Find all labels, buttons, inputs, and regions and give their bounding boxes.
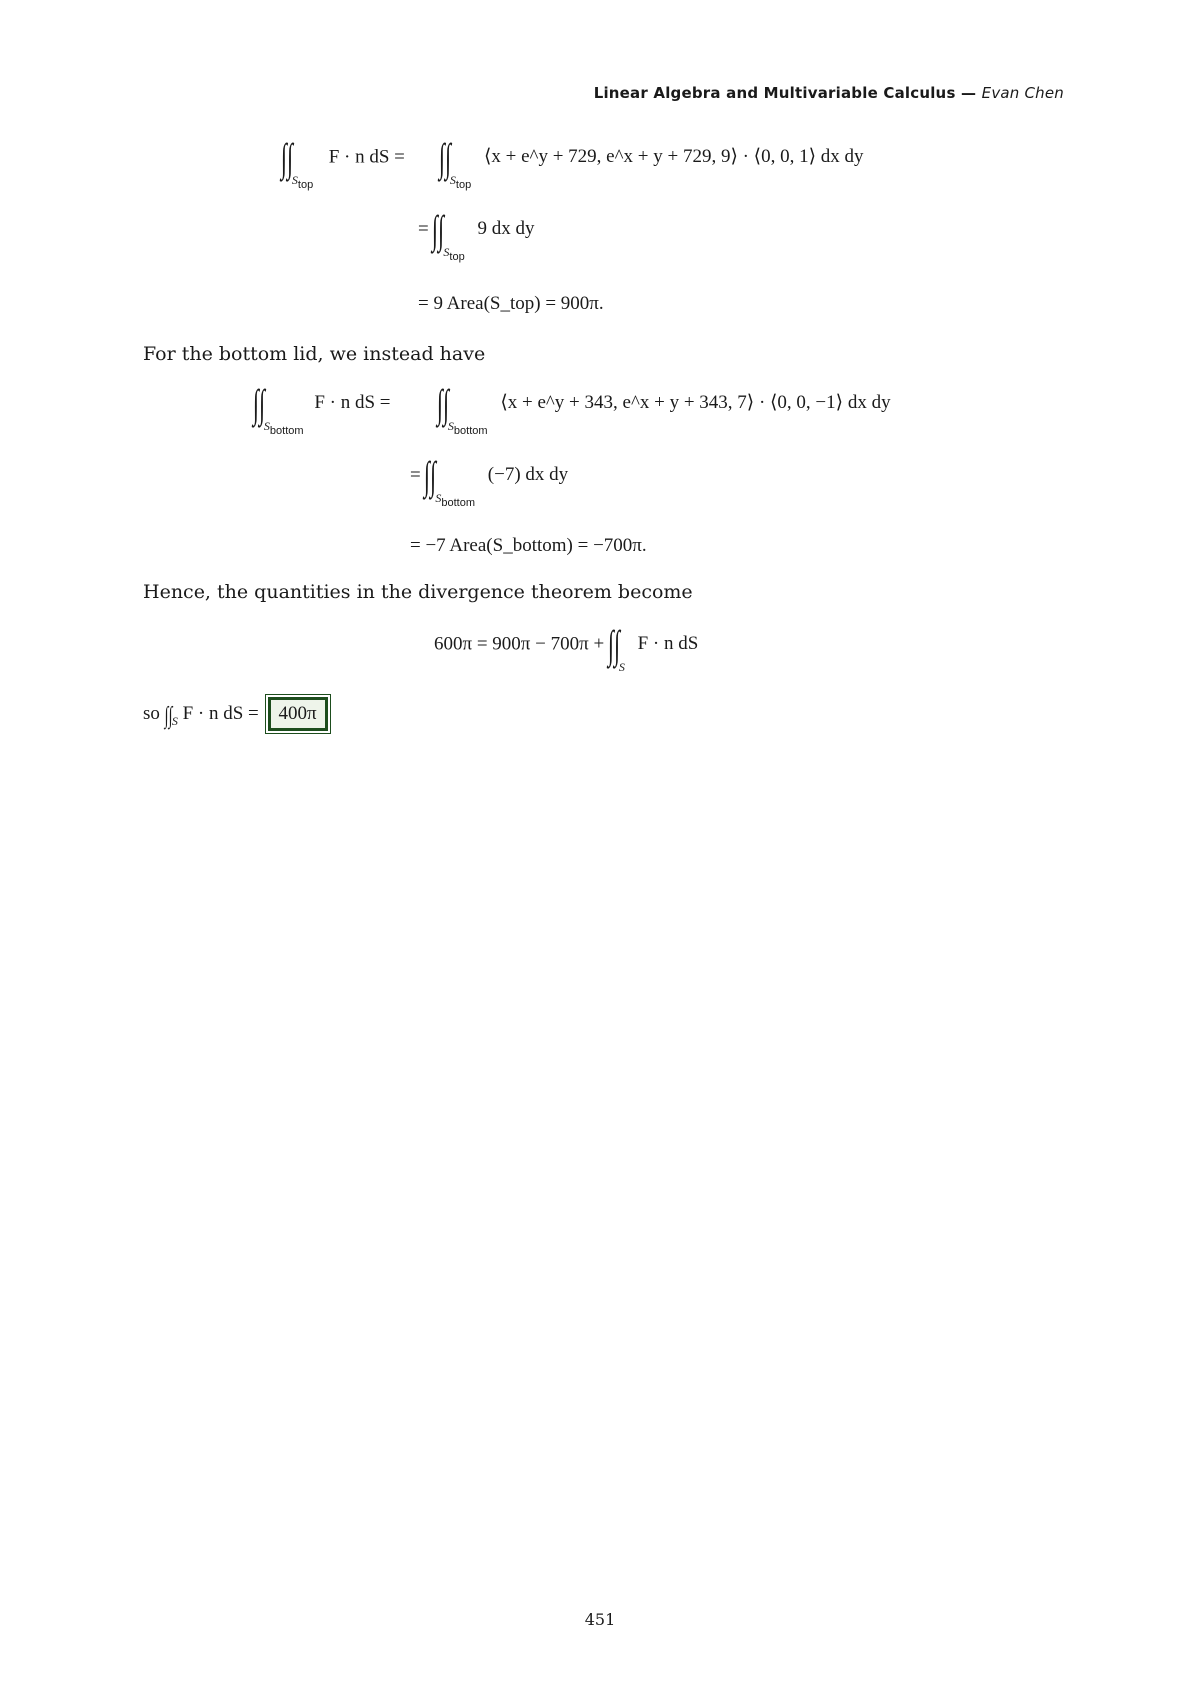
double-integral-symbol: ∫∫ — [607, 622, 620, 667]
top-line2: = $\int\int_{Stop}$ 9 dx dy — [418, 207, 535, 264]
subscript-top: top — [297, 179, 314, 192]
bottom-rhs: $\int\int_{Sbottom}$ ⟨x + e^y + 343, e^x + y + 343, 7⟩ · ⟨0, 0, −1⟩ dx dy — [436, 381, 891, 438]
top-line3: = 9 Area(S_top) = 900π. — [418, 293, 604, 314]
conclusion-prefix: so — [143, 703, 160, 724]
bottom-lhs: $\int\int_{Sbottom}$ F · n dS = — [252, 381, 391, 438]
equation-lhs: 600π = 900π − 700π + — [434, 633, 605, 655]
answer-box: 400π — [268, 697, 328, 731]
running-header — [594, 84, 1064, 102]
bottom-lhs-integrand: F · n dS = — [314, 392, 391, 414]
page-number: 451 — [584, 1610, 616, 1629]
top-line2-integrand: 9 dx dy — [477, 218, 535, 240]
double-integral-symbol: ∫∫ — [164, 703, 173, 729]
bottom-line1-rhs: ⟨x + e^y + 343, e^x + y + 343, 7⟩ · ⟨0, 0, −1⟩ dx dy — [500, 392, 891, 414]
double-integral-symbol: ∫∫ — [432, 207, 445, 252]
top-lhs-integrand: F · n dS = — [328, 146, 405, 168]
subscript-bottom: bottom — [269, 425, 304, 438]
author-name: Evan Chen — [981, 84, 1064, 102]
header-separator: — — [961, 84, 977, 102]
double-integral-symbol: ∫∫ — [252, 381, 265, 426]
equation-integrand: F · n dS — [637, 633, 699, 655]
double-integral-symbol: ∫∫ — [424, 453, 437, 498]
top-line1-rhs: ⟨x + e^y + 729, e^x + y + 729, 9⟩ · ⟨0, 0, 1⟩ dx dy — [483, 146, 864, 168]
double-integral-symbol: ∫∫ — [438, 135, 451, 180]
double-integral-symbol: ∫∫ — [280, 135, 293, 180]
book-title: Linear Algebra and Multivariable Calculus — [593, 84, 956, 102]
double-integral-symbol: ∫∫ — [436, 381, 449, 426]
conclusion: so $\int\int_S$ F · n dS = 400π — [143, 697, 328, 731]
bottom-line2-integrand: (−7) dx dy — [487, 464, 569, 486]
top-lhs: $\int\int_{Stop}$ F · n dS = — [280, 135, 405, 192]
bottom-line3: = −7 Area(S_bottom) = −700π. — [410, 535, 647, 556]
bottom-line2: = $\int\int_{Sbottom}$ (−7) dx dy — [410, 453, 569, 510]
divergence-equation: $600\pi = 900\pi - 700\pi + \int\int_S$ F · n dS — [434, 622, 699, 675]
top-rhs: $\int\int_{Stop}$ ⟨x + e^y + 729, e^x + y + 729, 9⟩ · ⟨0, 0, 1⟩ dx dy — [438, 135, 864, 192]
conclusion-integrand: F · n dS = — [182, 703, 259, 724]
paragraph-divergence: Hence, the quantities in the divergence theorem become — [143, 581, 693, 603]
paragraph-bottom-lid: For the bottom lid, we instead have — [143, 343, 486, 365]
